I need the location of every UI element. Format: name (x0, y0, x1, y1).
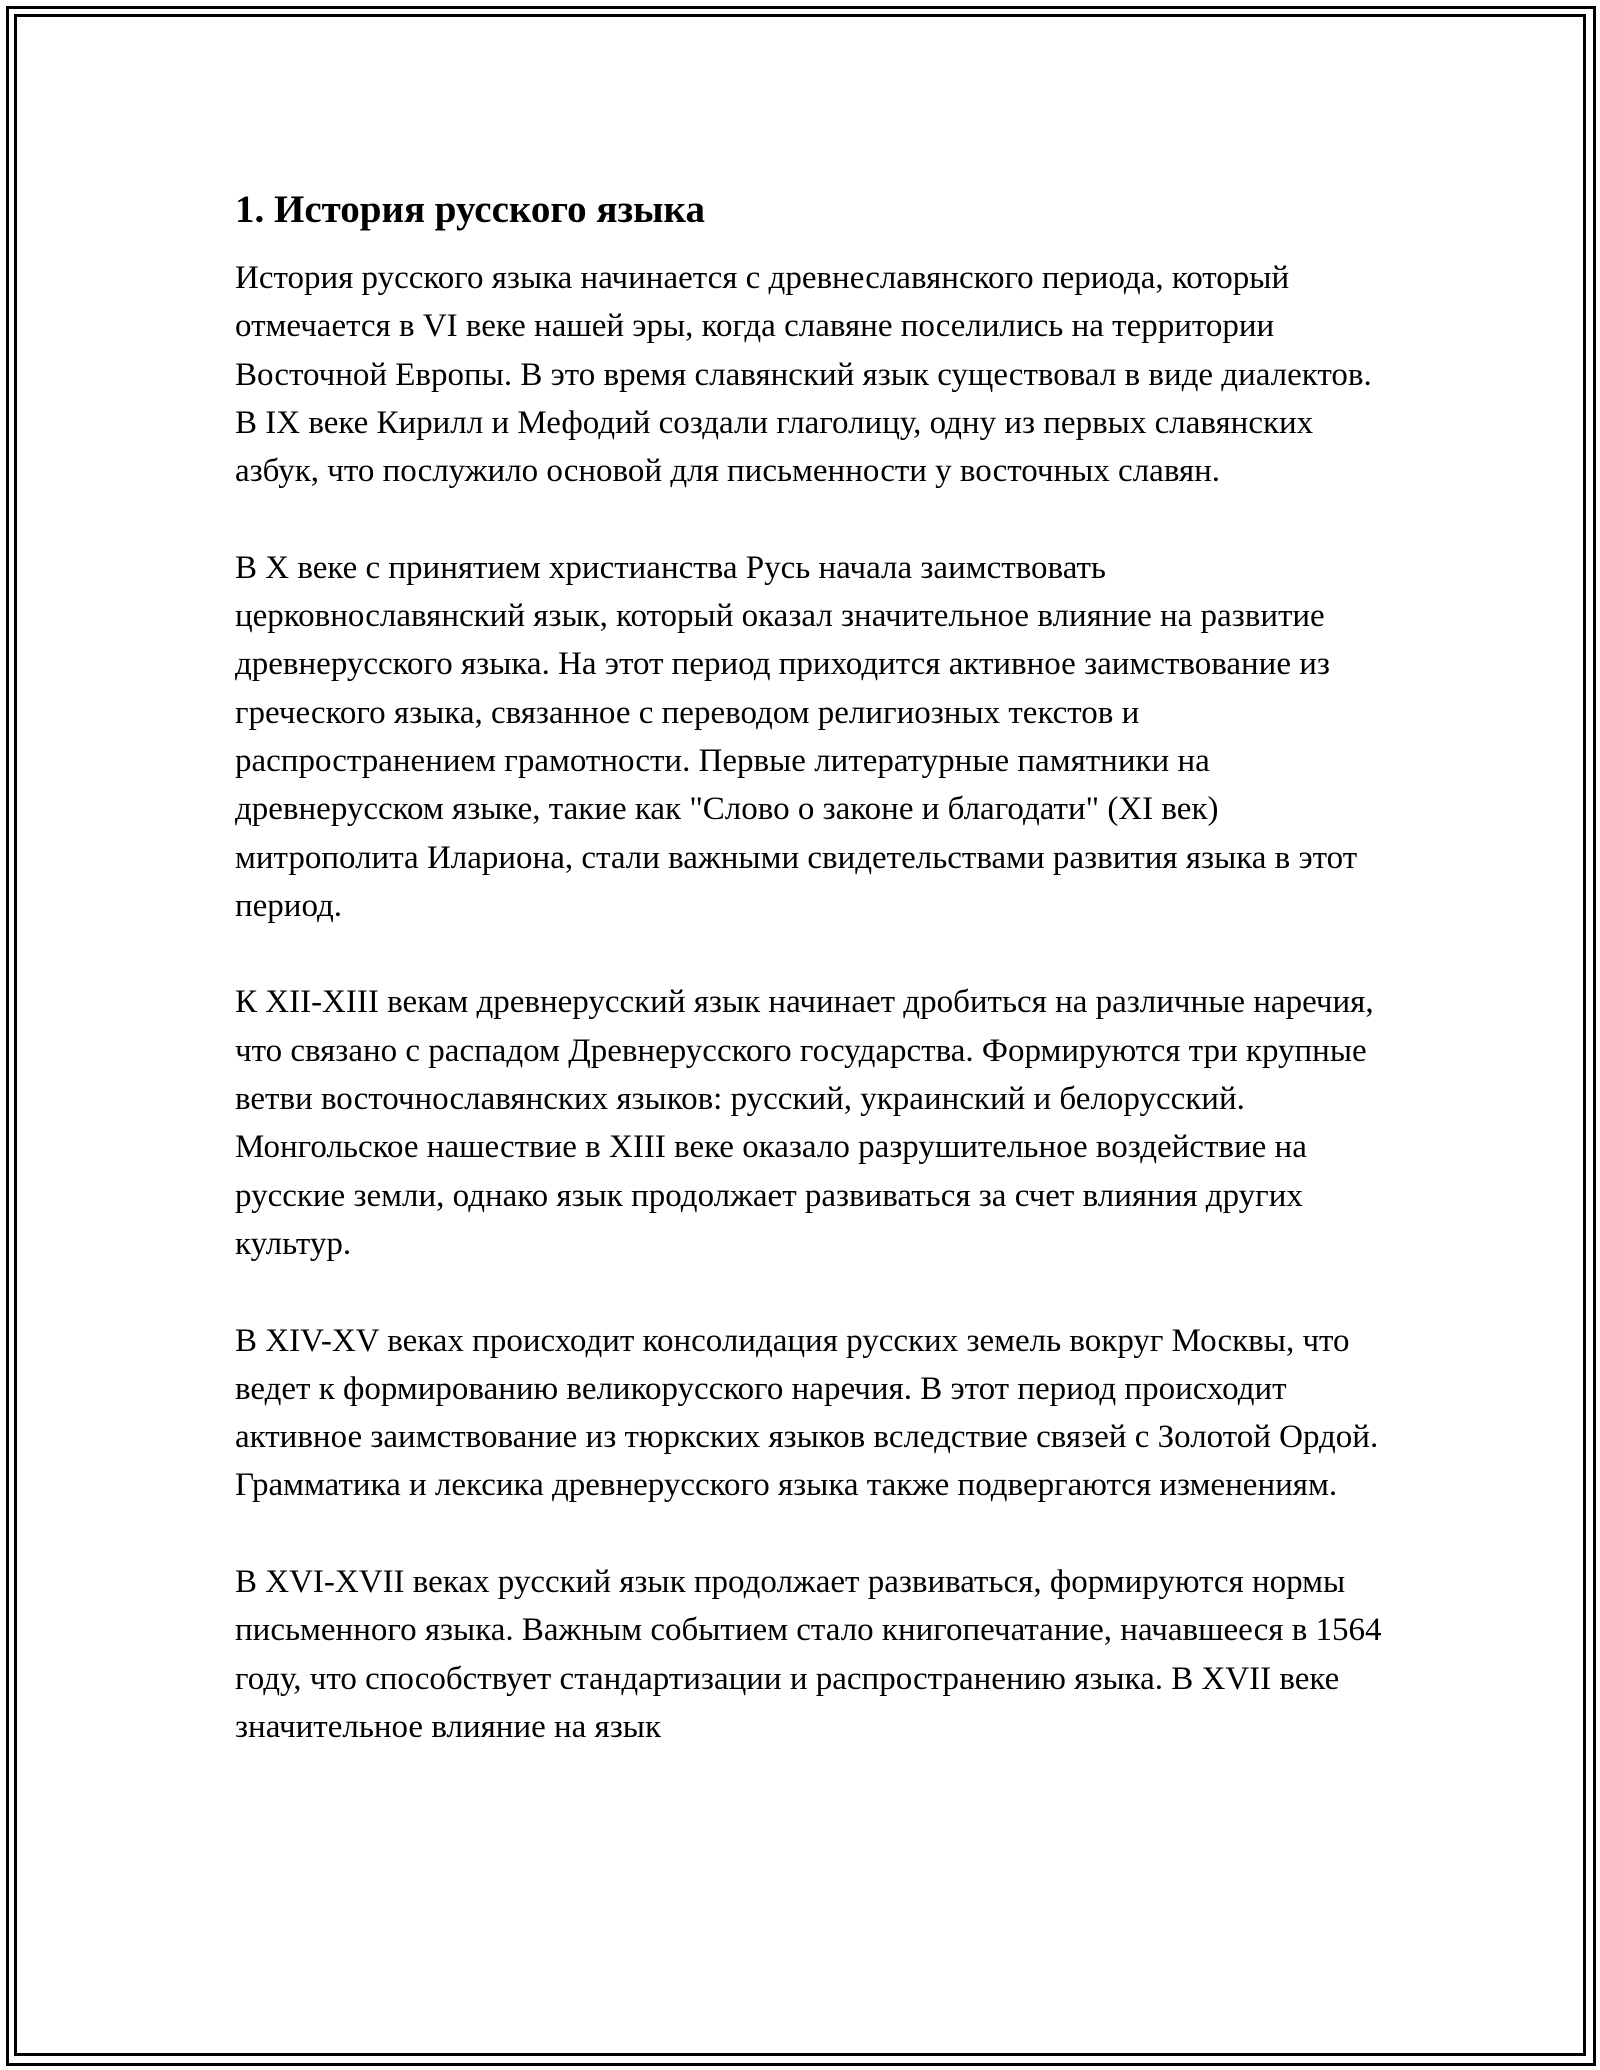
document-body (235, 186, 1395, 1751)
paragraph-1: История русского языка начинается с древнеславянского периода, который отмечается в VI веке нашей эры, когда славяне поселились на территории Восточной Европы. В это время славянский язык существовал в виде диалектов. В IX веке Кирилл и Мефодий создали глаголицу, одну из первых славянских азбук, что послужило основой для письменности у восточных славян. (235, 260, 1372, 490)
paragraph-3: К XII-XIII векам древнерусский язык начинает дробиться на различные наречия, что связано с распадом Древнерусского государства. Формируются три крупные ветви восточнославянских языков: русский, украинский и белорусский. Монгольское нашествие в XIII веке оказало разрушительное воздействие на русские земли, однако язык продолжает развиваться за счет влияния других культур. (235, 984, 1374, 1262)
section-heading: 1. История русского языка (235, 188, 705, 231)
paragraph-2: В X веке с принятием христианства Русь начала заимствовать церковнославянский язык, который оказал значительное влияние на развитие древнерусского языка. На этот период приходится активное заимствование из греческого языка, связанное с переводом религиозных текстов и распространением грамотности. Первые литературные памятники на древнерусском языке, такие как "Слово о законе и благодати" (XI век) митрополита Илариона, стали важными свидетельствами развития языка в этот период. (235, 549, 1358, 924)
paragraph-4: В XIV-XV веках происходит консолидация русских земель вокруг Москвы, что ведет к формированию великорусского наречия. В этот период происходит активное заимствование из тюркских языков вследствие связей с Золотой Ордой. Грамматика и лексика древнерусского языка также подвергаются изменениям. (235, 1322, 1379, 1504)
paragraph-5: В XVI-XVII веках русский язык продолжает развиваться, формируются нормы письменного языка. Важным событием стало книгопечатание, начавшееся в 1564 году, что способствует стандартизации и распространению языка. В XVII веке значительное влияние на язык (235, 1564, 1382, 1745)
